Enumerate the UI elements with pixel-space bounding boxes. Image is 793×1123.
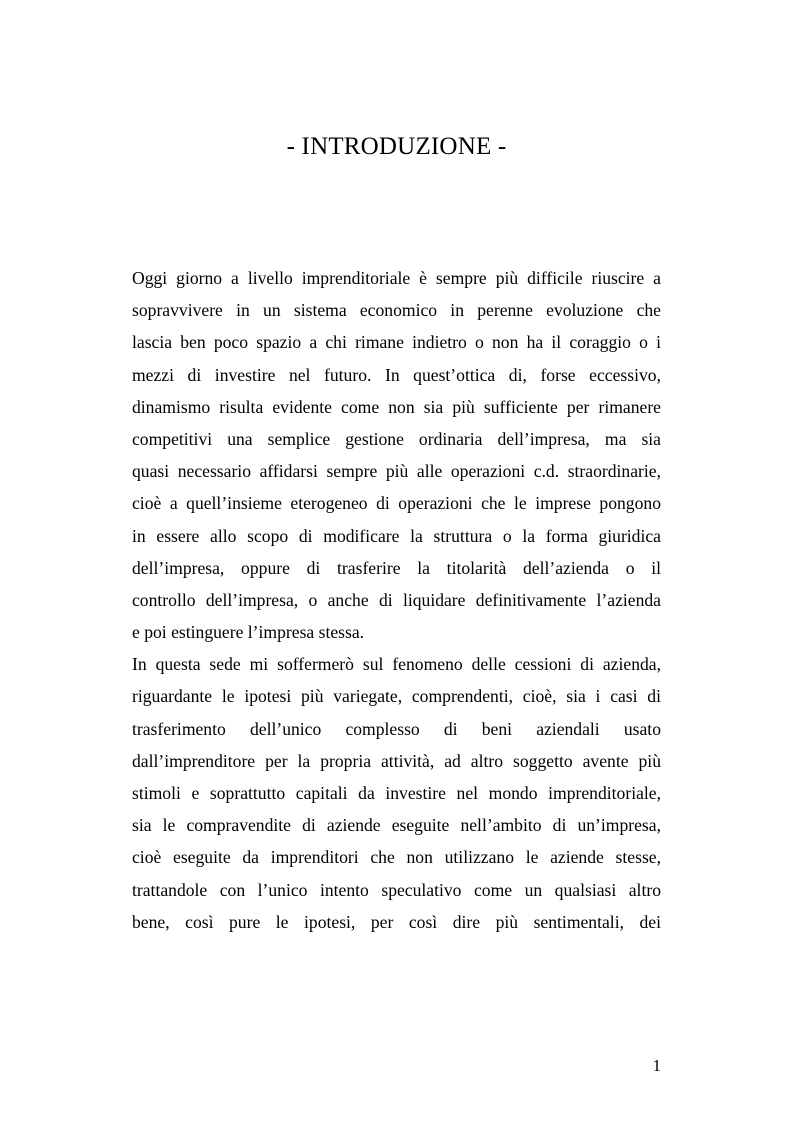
text-line: sopravvivere in un sistema economico in perenne evoluzione che (132, 300, 661, 321)
text-line: in essere allo scopo di modificare la struttura o la forma giuridica (132, 525, 661, 546)
text-line: Oggi giorno a livello imprenditoriale è sempre più difficile riuscire a (132, 268, 661, 288)
text-line: trasferimento dell’unico complesso di beni aziendali usato (132, 718, 661, 739)
text-line: lascia ben poco spazio a chi rimane indietro o non ha il coraggio o i (132, 332, 661, 353)
text-line: dinamismo risulta evidente come non sia più sufficiente per rimanere (132, 396, 661, 417)
text-line: stimoli e soprattutto capitali da investire nel mondo imprenditoriale, (132, 783, 661, 803)
text-line: bene, così pure le ipotesi, per così dire più sentimentali, dei (132, 911, 661, 932)
text-line: e poi estinguere l’impresa stessa. (132, 622, 365, 643)
text-line: cioè eseguite da imprenditori che non utilizzano le aziende stesse, (132, 847, 661, 868)
text-line: sia le compravendite di aziende eseguite nell’ambito di un’impresa, (132, 815, 661, 836)
text-line: dall’imprenditore per la propria attività, ad altro soggetto avente più (132, 750, 661, 771)
text-line: controllo dell’impresa, o anche di liquidare definitivamente l’azienda (132, 589, 661, 610)
text-line: dell’impresa, oppure di trasferire la titolarità dell’azienda o il (132, 557, 661, 578)
page-number: 1 (652, 1056, 661, 1075)
text-line: mezzi di investire nel futuro. In quest’ottica di, forse eccessivo, (132, 364, 661, 385)
page-title: - INTRODUZIONE - (286, 133, 507, 160)
text-line: competitivi una semplice gestione ordinaria dell’impresa, ma sia (132, 428, 661, 449)
text-line: quasi necessario affidarsi sempre più alle operazioni c.d. straordinarie, (132, 461, 661, 482)
introduction-body (132, 262, 661, 938)
text-line: riguardante le ipotesi più variegate, comprendenti, cioè, sia i casi di (132, 686, 661, 707)
text-line: cioè a quell’insieme eterogeneo di operazioni che le imprese pongono (132, 493, 661, 514)
text-line: trattandole con l’unico intento speculativo come un qualsiasi altro (132, 879, 661, 900)
text-line: In questa sede mi soffermerò sul fenomeno delle cessioni di azienda, (132, 654, 661, 675)
